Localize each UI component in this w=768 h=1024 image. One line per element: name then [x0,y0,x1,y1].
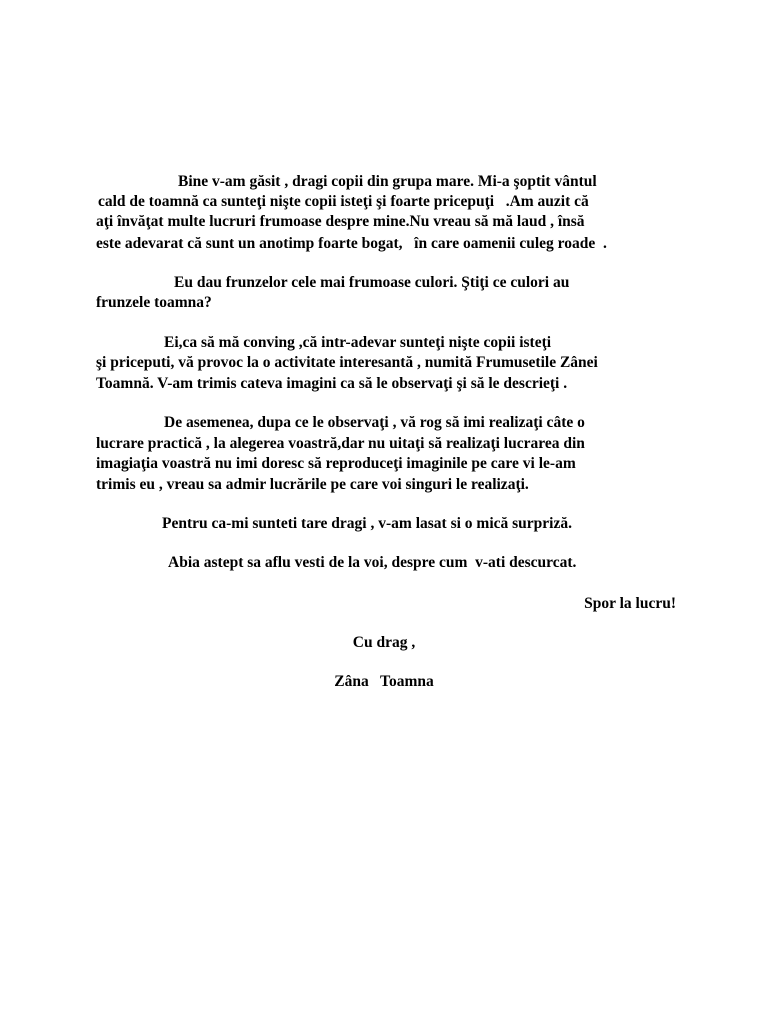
paragraph-2-line-2: frunzele toamna? [96,294,212,311]
paragraph-5: Pentru ca-mi sunteti tare dragi , v-am lasat si o mică surpriză. [162,515,572,532]
paragraph-3-line-3: Toamnă. V-am trimis cateva imagini ca să le observaţi şi să le descrieţi . [96,375,568,392]
paragraph-4-line-2: lucrare practică , la alegerea voastră,dar nu uitaţi să realizaţi lucrarea din [96,435,585,452]
paragraph-3-line-1: Ei,ca să mă conving ,că intr-adevar sunteţi nişte copii isteţi [164,334,552,351]
closing-wish: Spor la lucru! [584,595,676,612]
paragraph-4-line-3: imagiaţia voastră nu imi doresc să reproduceţi imaginile pe care vi le-am [96,455,576,472]
paragraph-1-line-1: Bine v-am găsit , dragi copii din grupa mare. Mi-a şoptit vântul [178,173,597,190]
paragraph-3-line-2: şi priceputi, vă provoc la o activitate interesantă , numită Frumusetile Zânei [96,354,598,371]
paragraph-1-line-4: este adevarat că sunt un anotimp foarte bogat, în care oamenii culeg roade . [96,235,607,252]
paragraph-4-line-1: De asemenea, dupa ce le observaţi , vă rog să imi realizaţi câte o [164,414,585,431]
paragraph-2-line-1: Eu dau frunzelor cele mai frumoase culori. Ştiţi ce culori au [174,274,570,291]
sign-off: Cu drag , [352,634,416,651]
paragraph-4-line-4: trimis eu , vreau sa admir lucrările pe care voi singuri le realizaţi. [96,476,529,493]
signature: Zâna Toamna [334,673,434,690]
paragraph-1-line-2: cald de toamnă ca sunteţi nişte copii isteţi şi foarte pricepuţi .Am auzit că [98,193,589,210]
paragraph-1-line-3: aţi învăţat multe lucruri frumoase despre mine.Nu vreau să mă laud , însă [96,213,585,230]
paragraph-6: Abia astept sa aflu vesti de la voi, despre cum v-ati descurcat. [168,554,577,571]
